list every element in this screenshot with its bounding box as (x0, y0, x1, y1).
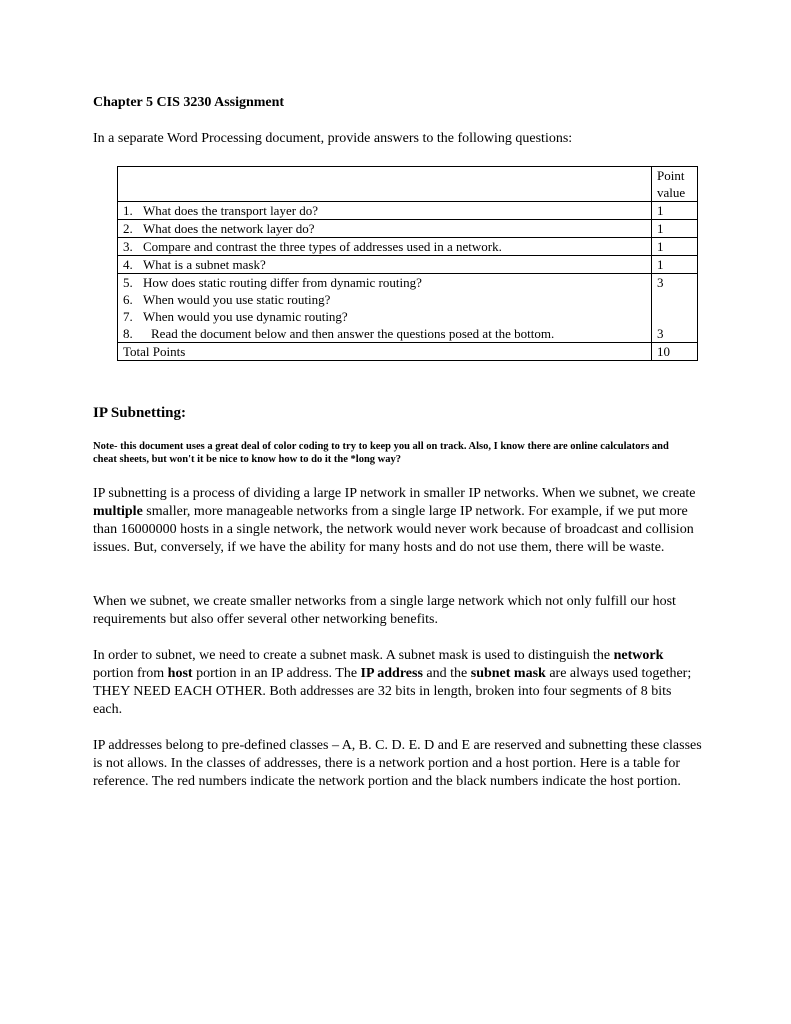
p3-bold-subnet-mask: subnet mask (470, 666, 546, 681)
table-row (118, 220, 698, 238)
p3-text-e: portion in an IP address. The (192, 666, 361, 681)
header-blank-cell (118, 167, 652, 202)
point-value-header: Point value (652, 167, 698, 202)
p3-text-c: portion from (93, 666, 168, 681)
total-row (118, 343, 698, 361)
question-number: 8. (123, 326, 133, 341)
question-text: What is a subnet mask? (143, 257, 266, 272)
question-group-value (652, 274, 698, 343)
group-value-bottom: 3 (657, 326, 664, 341)
question-number: 2. (123, 221, 133, 236)
question-text: What does the transport layer do? (143, 203, 319, 218)
note-text: Note- this document uses a great deal of color coding to try to keep you all on track. Also, I know there are online calculators and cheat sheets, but won't it be nice to know how to do it the *long way? (93, 441, 669, 465)
question-text: Read the document below and then answer the questions posed at the bottom. (151, 326, 555, 341)
questions-table (117, 166, 698, 361)
question-number: 3. (123, 239, 133, 254)
total-label: Total Points (118, 343, 652, 361)
question-cell (118, 256, 652, 274)
question-number: 5. (123, 275, 133, 290)
p1-text-c: smaller, more manageable networks from a single large IP network. For example, if we put more than 16000000 hosts in a single network, the network would never work because of broadcast and collision issues. But, conversely, if we have the ability for many hosts and do not use them, there will be waste. (93, 504, 694, 555)
question-group-cell (118, 274, 652, 343)
intro-text: In a separate Word Processing document, provide answers to the following questions: (93, 131, 573, 146)
question-cell (118, 202, 652, 220)
assignment-title: Chapter 5 CIS 3230 Assignment (93, 95, 285, 110)
paragraph-2: When we subnet, we create smaller networks from a single large network which not only fulfill our host requirements but also offer several other networking benefits. (93, 594, 676, 627)
p3-bold-ip-address: IP address (360, 666, 423, 681)
total-value: 10 (652, 343, 698, 361)
paragraph-1 (93, 485, 703, 557)
table-row-group (118, 274, 698, 343)
table-row (118, 256, 698, 274)
table-row (118, 202, 698, 220)
p3-bold-host: host (167, 666, 193, 681)
p3-text-i: are always used together; THEY NEED EACH OTHER. Both addresses are 32 bits in length, broken into four segments of 8 bits each. (93, 666, 692, 717)
section-title: IP Subnetting: (93, 405, 186, 421)
table-row (118, 238, 698, 256)
question-value: 1 (652, 220, 698, 238)
question-text: When would you use static routing? (143, 292, 331, 307)
question-number: 4. (123, 257, 133, 272)
question-value: 1 (652, 256, 698, 274)
group-value-top: 3 (657, 275, 664, 290)
question-cell (118, 238, 652, 256)
p3-bold-network: network (613, 648, 664, 663)
question-number: 1. (123, 203, 133, 218)
question-text: Compare and contrast the three types of addresses used in a network. (143, 239, 502, 254)
paragraph-3 (93, 647, 703, 719)
p3-text-a: In order to subnet, we need to create a subnet mask. A subnet mask is used to distinguish the (93, 648, 614, 663)
question-number: 7. (123, 309, 133, 324)
p1-bold-multiple: multiple (93, 504, 143, 519)
question-text: When would you use dynamic routing? (143, 309, 348, 324)
question-value: 1 (652, 202, 698, 220)
table-header-row (118, 167, 698, 202)
p1-text-a: IP subnetting is a process of dividing a large IP network in smaller IP networks. When we subnet, we create (93, 486, 696, 501)
question-cell (118, 220, 652, 238)
question-value: 1 (652, 238, 698, 256)
paragraph-4: IP addresses belong to pre-defined classes – A, B. C. D. E. D and E are reserved and subnetting these classes is not allows. In the classes of addresses, there is a network portion and a host portion. Here is a table for reference. The red numbers indicate the network portion and the black numbers indicate the host portion. (93, 738, 702, 789)
question-text: How does static routing differ from dynamic routing? (143, 275, 422, 290)
question-number: 6. (123, 292, 133, 307)
p3-text-g: and the (422, 666, 471, 681)
question-text: What does the network layer do? (143, 221, 315, 236)
